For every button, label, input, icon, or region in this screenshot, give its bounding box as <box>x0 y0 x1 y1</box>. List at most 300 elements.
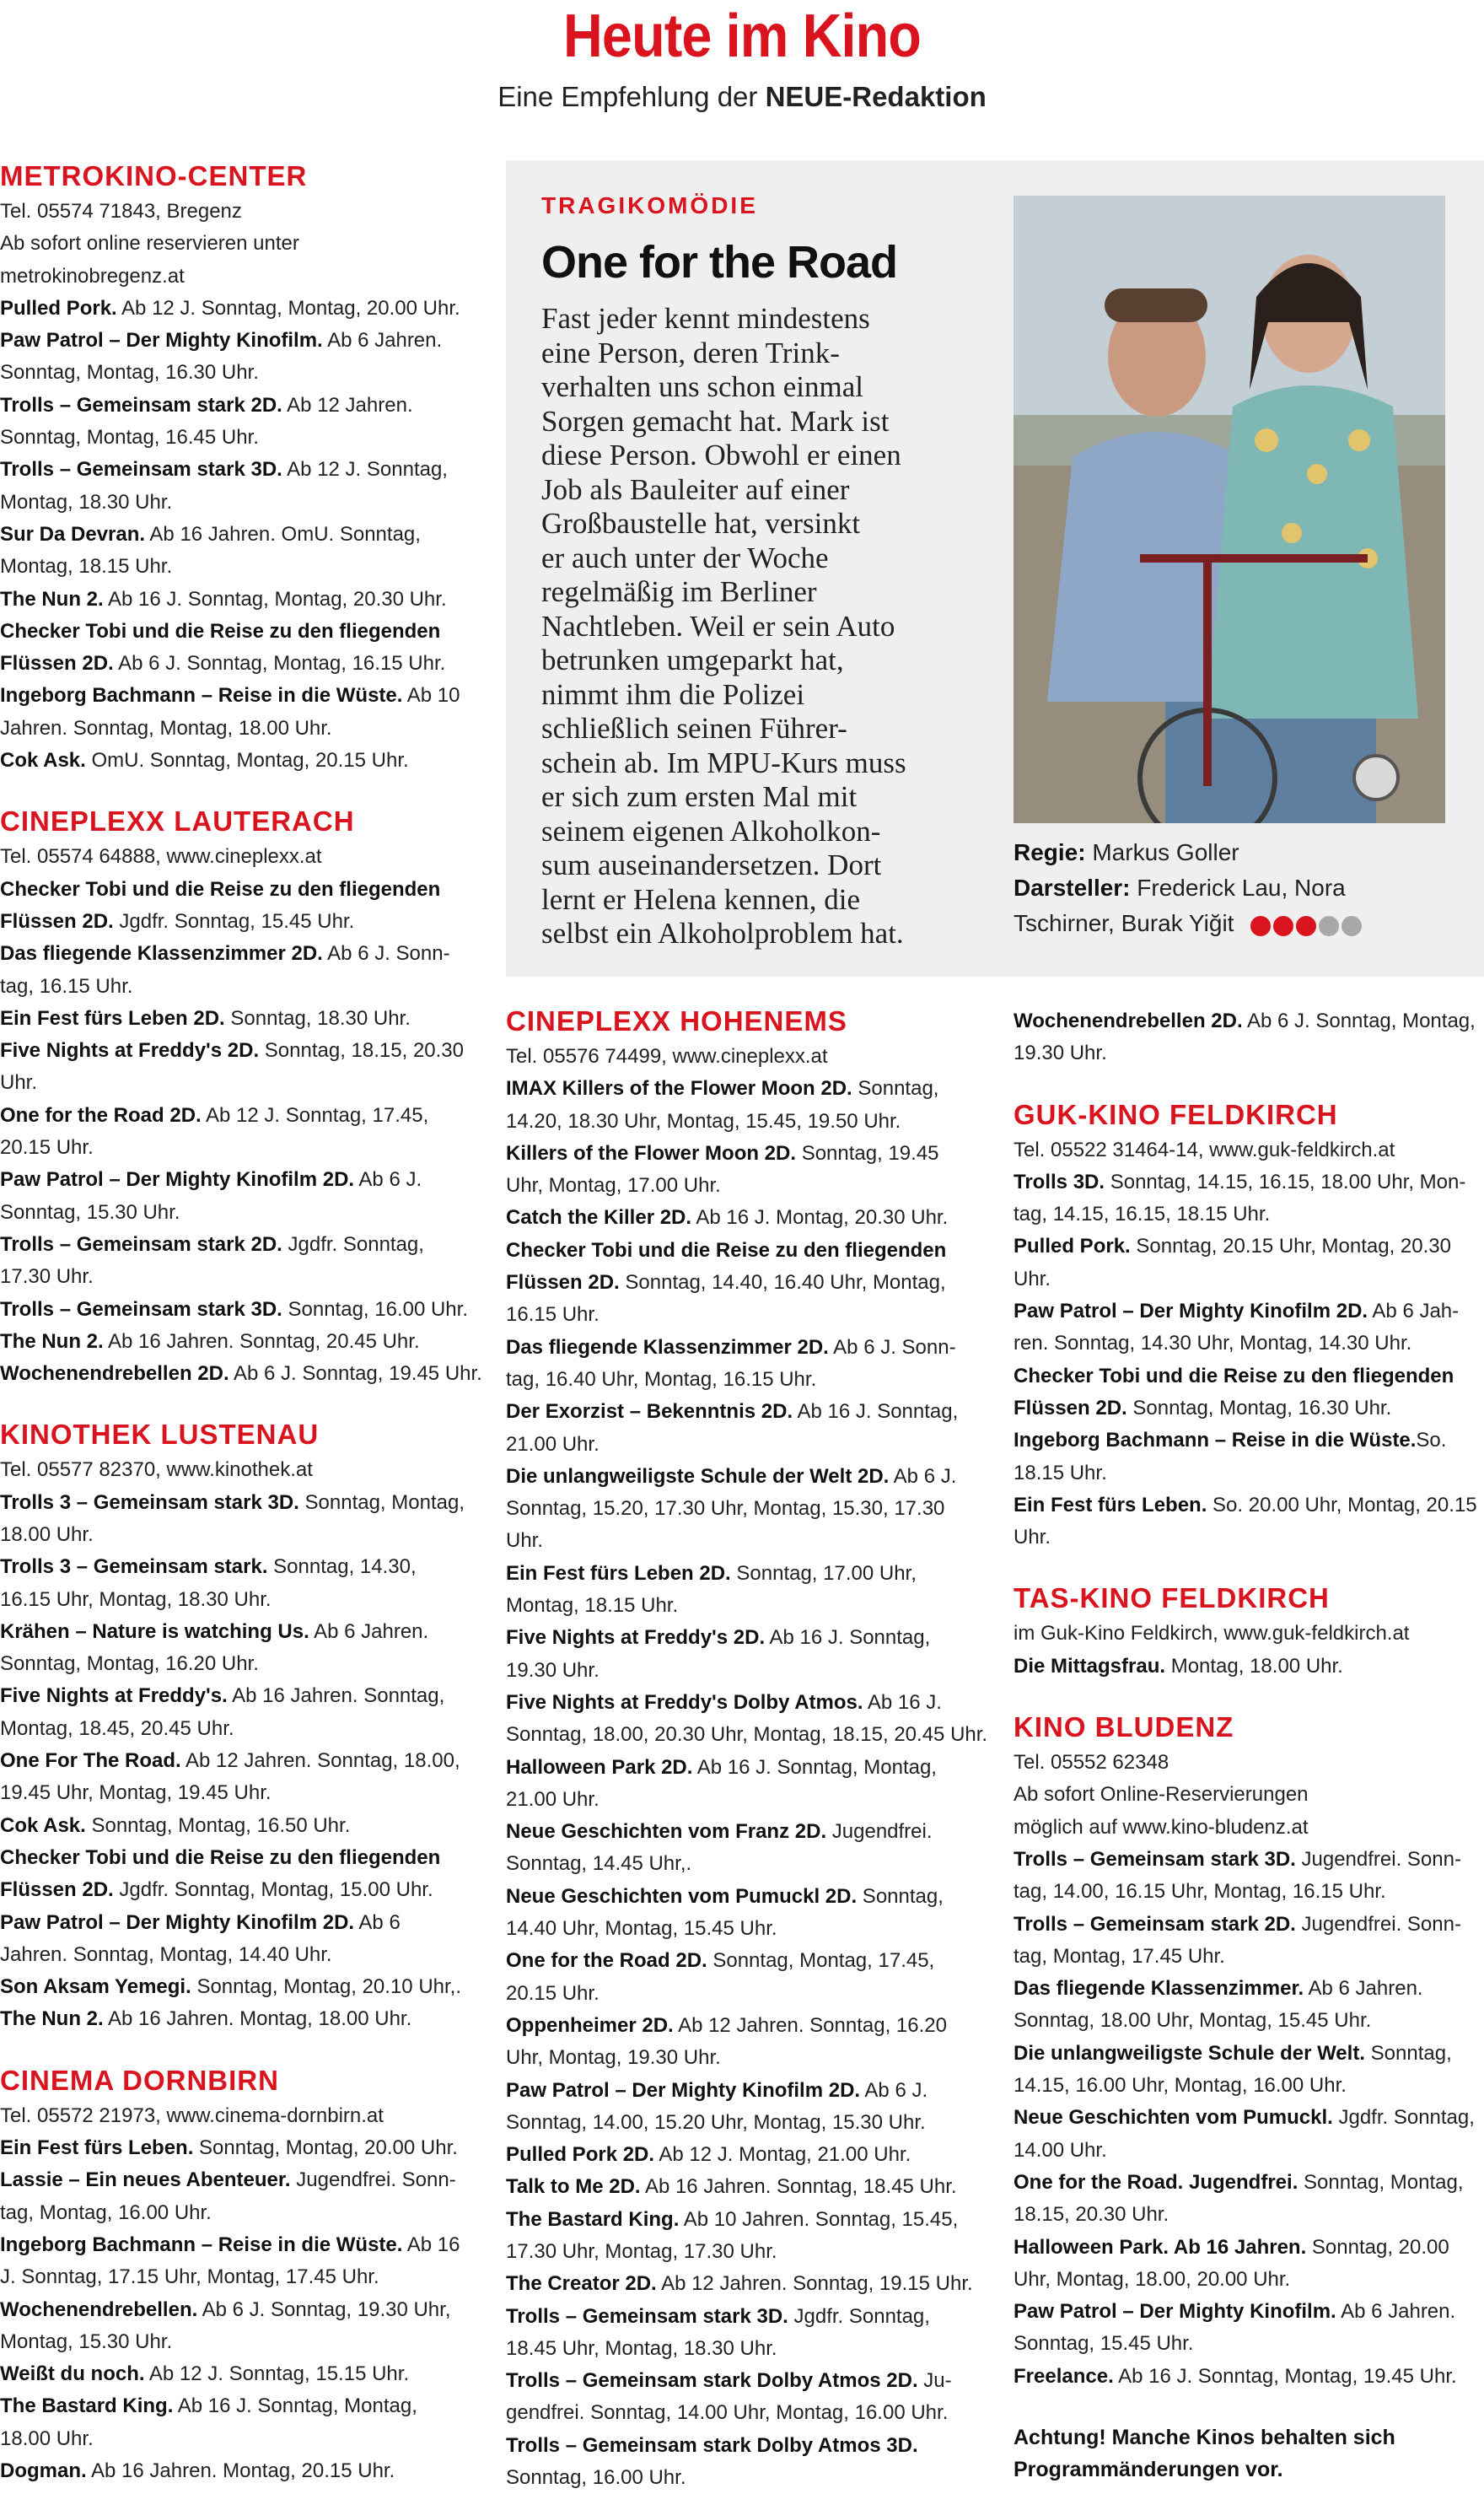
listing-details: Jahren. Sonntag, Montag, 14.40 Uhr. <box>0 1942 332 1966</box>
listing-details: Ab 16 J. Sonntag, <box>793 1400 959 1424</box>
listing-line <box>506 1235 995 1267</box>
listing-line <box>0 1713 481 1745</box>
listing-line <box>0 551 481 583</box>
listing-details: Sonntag, 18.15, 20.30 <box>259 1039 464 1063</box>
listing-line <box>506 1267 995 1299</box>
feature-credits <box>1014 835 1469 943</box>
film-title: Flüssen 2D. <box>0 652 114 676</box>
listing-details: 20.15 Uhr. <box>506 1981 600 2005</box>
listing-line <box>0 2164 481 2196</box>
listing-line <box>1014 2038 1484 2070</box>
listing-line <box>0 2423 481 2455</box>
film-title: Trolls – Gemeinsam stark 2D. <box>0 393 282 417</box>
listing-line <box>506 1073 995 1105</box>
film-title: Krähen – Nature is watching Us. <box>0 1619 309 1643</box>
cast-names-1: Frederick Lau, Nora <box>1130 875 1346 901</box>
listing-line <box>506 2397 995 2429</box>
feature-text-line: Sorgen gemacht hat. Mark ist <box>541 404 890 438</box>
listing-line <box>1014 1005 1484 1037</box>
film-title: Paw Patrol – Der Mighty Kinofilm. <box>0 329 323 353</box>
listing-details: Ab sofort Online-Reservierungen <box>1014 1783 1309 1807</box>
film-title: Checker Tobi und die Reise zu den fliegenden <box>506 1238 947 1262</box>
listing-details: 17.30 Uhr. <box>0 1265 94 1289</box>
listing-details: Ab 6 Jahren. <box>1336 2300 1456 2324</box>
listing-details: OmU. Sonntag, Montag, 20.15 Uhr. <box>85 749 409 773</box>
film-title: One for the Road 2D. <box>506 1949 707 1973</box>
film-title: The Nun 2. <box>0 1329 104 1353</box>
listing-line <box>1014 2264 1484 2296</box>
listing-details: Sonntag, 18.00 Uhr, Montag, 15.45 Uhr. <box>1014 2009 1372 2033</box>
listing-line <box>0 454 481 486</box>
credits-cast <box>1014 870 1469 906</box>
listing-details: Jgdfr. Sonntag, 15.45 Uhr. <box>113 909 355 933</box>
listing-details: Ab 12 Jahren. Sonntag, 18.00, <box>180 1749 460 1773</box>
listing-details: 21.00 Uhr. <box>506 1432 600 1456</box>
film-title: Ingeborg Bachmann – Reise in die Wüste. <box>0 684 403 708</box>
listing-line <box>0 1874 481 1906</box>
listing-line <box>1014 1263 1484 1295</box>
listing-details: Sonntag, 20.15 Uhr, Montag, 20.30 <box>1130 1235 1451 1258</box>
listing-line <box>1014 1844 1484 1876</box>
listing-line <box>1014 2232 1484 2264</box>
film-title: Das fliegende Klassenzimmer 2D. <box>0 942 323 966</box>
listing-details: Jgdfr. Sonntag, <box>1332 2106 1475 2130</box>
listing-details: Ju- <box>917 2369 952 2393</box>
listing-line <box>506 1784 995 1816</box>
listing-line <box>1014 1973 1484 2005</box>
listing-details: Ab 6 J. <box>860 2078 928 2102</box>
film-title: Freelance. <box>1014 2364 1114 2388</box>
film-title: Trolls – Gemeinsam stark 3D. <box>0 1297 282 1321</box>
listing-line <box>0 2455 481 2487</box>
listing-line <box>1014 2296 1484 2328</box>
listing-details: Sonntag, 14.15, 16.15, 18.00 Uhr, Mon- <box>1105 1170 1466 1193</box>
film-title: Flüssen 2D. <box>1014 1396 1127 1419</box>
listing-details: Jugendfrei. <box>826 1820 933 1844</box>
listing-line <box>0 2132 481 2164</box>
section-gap <box>1014 1070 1484 1099</box>
listing-details: im Guk-Kino Feldkirch, www.guk-feldkirch.at <box>1014 1622 1410 1646</box>
listing-line <box>506 1106 995 1138</box>
feature-text-line: sum auseinandersetzen. Dort <box>541 848 882 881</box>
listing-line <box>506 1170 995 1202</box>
listing-line <box>0 390 481 422</box>
listing-details: Sonntag, Montag, 16.50 Uhr. <box>85 1813 351 1837</box>
listing-line <box>0 938 481 970</box>
director-name: Markus Goller <box>1085 839 1239 865</box>
film-title: Paw Patrol – Der Mighty Kinofilm 2D. <box>0 1910 355 1934</box>
listing-line <box>0 1971 481 2003</box>
listing-line <box>506 1364 995 1396</box>
listing-details: Tel. 05576 74499, www.cineplexx.at <box>506 1045 828 1068</box>
listing-details: Montag, 18.15 Uhr. <box>0 555 173 579</box>
listing-line <box>0 1229 481 1261</box>
listing-details: Ab 16 Jahren. Montag, 18.00 Uhr. <box>103 2007 412 2031</box>
film-title: Cok Ask. <box>0 749 86 773</box>
listing-details: Sonntag, 18.30 Uhr. <box>224 1006 411 1030</box>
listing-line <box>1014 2005 1484 2037</box>
listing-line <box>1014 1747 1484 1779</box>
listing-line <box>1014 1295 1484 1328</box>
listing-line <box>506 1299 995 1331</box>
listing-details: Tel. 05574 71843, Bregenz <box>0 200 242 223</box>
feature-text-line: regelmäßig im Berliner <box>541 575 817 608</box>
feature-genre: TRAGIKOMÖDIE <box>541 192 758 218</box>
listing-details: 14.40 Uhr, Montag, 15.45 Uhr. <box>506 1917 777 1941</box>
listing-line <box>0 519 481 551</box>
feature-text-line: schließlich seinen Führer- <box>541 712 847 745</box>
film-title: Trolls – Gemeinsam stark 3D. <box>506 2304 788 2328</box>
listing-details: 18.00 Uhr. <box>0 2427 94 2450</box>
feature-text-line: betrunken umgeparkt hat, <box>541 644 844 676</box>
listing-details: Sonntag, 18.00, 20.30 Uhr, Montag, 18.15, 20.45 Uhr. <box>506 1723 988 1747</box>
listing-details: tag, Montag, 16.00 Uhr. <box>0 2200 212 2224</box>
listing-line <box>0 1003 481 1035</box>
listing-details: Uhr, Montag, 18.00, 20.00 Uhr. <box>1014 2267 1291 2291</box>
section-gap <box>0 1390 481 1419</box>
listing-details: 18.15, 20.30 Uhr. <box>1014 2203 1169 2227</box>
film-still-illustration <box>1014 196 1445 823</box>
film-title: Ingeborg Bachmann – Reise in die Wüste. <box>1014 1429 1417 1452</box>
rating-dot-empty <box>1342 916 1362 936</box>
listing-details: Ab 16 Jahren. Montag, 20.15 Uhr. <box>86 2459 395 2482</box>
listing-details: Ab 6 J. <box>889 1464 957 1488</box>
listing-details: Jgdfr. Sonntag, Montag, 15.00 Uhr. <box>113 1878 433 1902</box>
film-title: Trolls – Gemeinsam stark 2D. <box>1014 1912 1296 1936</box>
listing-line <box>506 1558 995 1590</box>
listing-details: Sonntag, <box>852 1077 939 1101</box>
listing-line <box>0 2326 481 2358</box>
film-title: Trolls – Gemeinsam stark 2D. <box>0 1232 282 1256</box>
film-title: Talk to Me 2D. <box>506 2175 641 2199</box>
listing-line <box>506 1622 995 1654</box>
rating-dot-empty <box>1319 916 1339 936</box>
film-title: Five Nights at Freddy's. <box>0 1684 228 1708</box>
film-title: Killers of the Flower Moon 2D. <box>506 1141 797 1165</box>
listing-line <box>0 422 481 454</box>
listing-details: Sonntag, 14.00, 15.20 Uhr, Montag, 15.30 Uhr. <box>506 2110 926 2134</box>
listing-details: 19.30 Uhr. <box>1014 1042 1107 1065</box>
listing-line <box>506 2107 995 2139</box>
section-gap <box>1014 2393 1484 2421</box>
listing-details: Ab 6 Jahren. <box>322 329 443 353</box>
listing-details: Tel. 05577 82370, www.kinothek.at <box>0 1458 313 1482</box>
listing-line <box>1014 1489 1484 1522</box>
listing-details: Sonntag, <box>1364 2041 1452 2065</box>
listing-line <box>506 1752 995 1784</box>
listing-line <box>0 1487 481 1519</box>
listing-details: Ab 16 J. Sonntag, Montag, 19.45 Uhr. <box>1113 2364 1457 2388</box>
listing-line <box>0 841 481 873</box>
feature-text-line: verhalten uns schon einmal <box>541 370 863 403</box>
listing-details: metrokinobregenz.at <box>0 264 185 288</box>
listing-line <box>0 1261 481 1293</box>
listing-line <box>0 261 481 293</box>
film-title: The Nun 2. <box>0 587 104 611</box>
listing-details: Montag, 18.00 Uhr. <box>1165 1654 1343 1678</box>
feature-text-line: diese Person. Obwohl er einen <box>541 439 901 471</box>
feature-text-line: er sich zum ersten Mal mit <box>541 780 858 813</box>
film-title: Halloween Park. Ab 16 Jahren. <box>1014 2235 1307 2259</box>
listing-details: Jugendfrei. Sonn- <box>1295 1847 1461 1871</box>
rating-dot-filled <box>1296 916 1316 936</box>
listing-line <box>506 1041 995 1073</box>
listing-line <box>506 2462 995 2494</box>
film-title: Oppenheimer 2D. <box>506 2013 674 2037</box>
listing-line <box>506 1913 995 1945</box>
listing-details: Ab 16 J. Sonntag, Montag, <box>173 2394 417 2418</box>
film-title: Ein Fest fürs Leben 2D. <box>0 1006 225 1030</box>
film-title: Five Nights at Freddy's 2D. <box>506 1626 766 1650</box>
listing-line <box>0 2003 481 2035</box>
listing-line <box>0 1777 481 1809</box>
film-title: Pulled Pork 2D. <box>506 2143 655 2167</box>
listing-details: Sonntag, Montag, <box>1298 2170 1464 2194</box>
listing-details: J. Sonntag, 17.15 Uhr, Montag, 17.45 Uhr. <box>0 2265 379 2289</box>
feature-title: One for the Road <box>541 237 898 288</box>
listing-details: 20.15 Uhr. <box>0 1136 94 1160</box>
listing-line <box>1014 1328 1484 1360</box>
listing-line <box>0 1519 481 1551</box>
listing-line <box>0 713 481 745</box>
director-label: Regie: <box>1014 839 1086 865</box>
listing-line <box>0 1358 481 1390</box>
listing-line <box>0 1939 481 1971</box>
listing-column-middle <box>506 1005 995 2494</box>
listing-line <box>0 1454 481 1486</box>
listing-line <box>0 1100 481 1132</box>
film-title: Neue Geschichten vom Pumuckl 2D. <box>506 1884 858 1908</box>
feature-text-line: lernt er Helena kennen, die <box>541 882 861 916</box>
listing-details: Montag, 18.15 Uhr. <box>506 1594 679 1618</box>
listing-details: Tel. 05574 64888, www.cineplexx.at <box>0 845 322 869</box>
feature-text-line: eine Person, deren Trink- <box>541 336 840 369</box>
feature-text-line: nimmt ihm die Polizei <box>541 677 805 711</box>
listing-details: Ab 6 <box>354 1910 401 1934</box>
listing-details: Jugendfrei. Sonn- <box>290 2168 456 2192</box>
listing-details: Ab 6 J. Sonntag, Montag, <box>1242 1010 1476 1032</box>
film-title: Wochenendrebellen 2D. <box>0 1362 229 1386</box>
listing-details: Ab sofort online reservieren unter <box>0 232 299 256</box>
listing-details: Ab 10 Jahren. Sonntag, 15.45, <box>679 2207 959 2231</box>
film-title: Son Aksam Yemegi. <box>0 1975 191 1999</box>
listing-line <box>0 874 481 906</box>
listing-details: Ab 6 J. Sonn- <box>828 1335 956 1359</box>
cinema-heading: CINEPLEXX LAUTERACH <box>0 805 355 838</box>
film-title: Flüssen 2D. <box>0 1878 114 1902</box>
film-title: Five Nights at Freddy's Dolby Atmos. <box>506 1690 863 1714</box>
listing-line <box>0 2261 481 2293</box>
listing-details: Ab 6 Jahren. <box>309 1619 429 1643</box>
film-title: Catch the Killer 2D. <box>506 1206 692 1230</box>
listing-line <box>0 1164 481 1196</box>
listing-line <box>1014 1134 1484 1166</box>
section-gap <box>1014 1683 1484 1711</box>
film-title: Das fliegende Klassenzimmer 2D. <box>506 1335 829 1359</box>
listing-line <box>0 584 481 616</box>
feature-description <box>541 302 1014 951</box>
listing-line <box>506 1396 995 1428</box>
film-title: Die unlangweiligste Schule der Welt. <box>1014 2041 1365 2065</box>
film-title: Weißt du noch. <box>0 2362 145 2386</box>
listing-details: Sonntag, Montag, 16.20 Uhr. <box>0 1652 259 1676</box>
listing-line <box>0 906 481 938</box>
cast-label: Darsteller: <box>1014 875 1131 901</box>
listing-details: Jahren. Sonntag, Montag, 18.00 Uhr. <box>0 716 332 740</box>
film-title: Halloween Park 2D. <box>506 1755 693 1779</box>
listing-line <box>506 2301 995 2333</box>
film-title: Die unlangweiligste Schule der Welt 2D. <box>506 1464 890 1488</box>
listing-details: Ab 12 Jahren. Sonntag, 16.20 <box>673 2013 947 2037</box>
listing-details: Sonntag, 15.45 Uhr. <box>1014 2332 1194 2356</box>
film-title: Trolls – Gemeinsam stark 3D. <box>1014 1847 1296 1871</box>
rating-dot-filled <box>1273 916 1293 936</box>
film-title: Lassie – Ein neues Abenteuer. <box>0 2168 291 2192</box>
listing-line <box>506 1493 995 1525</box>
feature-text-line: schein ab. Im MPU-Kurs muss <box>541 746 906 779</box>
rating-dots <box>1250 908 1364 943</box>
listing-line <box>1014 1941 1484 1973</box>
listing-line <box>506 2042 995 2074</box>
listing-details: Ab 16 J. Montag, 20.30 Uhr. <box>691 1206 949 1230</box>
film-title: Wochenendrebellen. <box>0 2297 198 2321</box>
film-title: Trolls 3 – Gemeinsam stark 3D. <box>0 1490 299 1514</box>
listing-details: Ab 6 J. Sonn- <box>322 942 450 966</box>
listing-column-left <box>0 160 481 2487</box>
listing-details: Uhr. <box>506 1529 544 1553</box>
listing-line <box>1014 1779 1484 1811</box>
listing-line <box>506 2171 995 2203</box>
subtitle-editorial: NEUE-Redaktion <box>765 81 987 112</box>
film-title: Paw Patrol – Der Mighty Kinofilm 2D. <box>0 1168 355 1192</box>
listing-details: 18.00 Uhr. <box>0 1522 94 1546</box>
listing-details: Jgdfr. Sonntag, <box>282 1232 424 1256</box>
listing-line <box>0 1584 481 1616</box>
listing-line <box>0 1132 481 1164</box>
listing-line <box>1014 2135 1484 2167</box>
listing-details: Sonntag, 19.45 <box>796 1141 939 1165</box>
listing-details: Ab 16 J. <box>863 1690 942 1714</box>
listing-details: Ab 12 J. Sonntag, 15.15 Uhr. <box>144 2362 410 2386</box>
film-title: Ein Fest fürs Leben 2D. <box>506 1561 731 1585</box>
cinema-heading: GUK-KINO FELDKIRCH <box>1014 1098 1338 1130</box>
film-title: One for the Road. Jugendfrei. <box>1014 2170 1298 2194</box>
listing-line <box>0 1067 481 1099</box>
listing-details: 21.00 Uhr. <box>506 1787 600 1811</box>
listing-details: Ab 6 Jahren. <box>1304 1977 1423 2001</box>
listing-details: 17.30 Uhr, Montag, 17.30 Uhr. <box>506 2239 777 2263</box>
listing-line <box>506 1429 995 1461</box>
film-title: Neue Geschichten vom Pumuckl. <box>1014 2106 1333 2130</box>
listing-line <box>0 1326 481 1358</box>
film-title: Wochenendrebellen 2D. <box>1014 1010 1243 1032</box>
listing-line <box>0 2229 481 2261</box>
listing-line <box>0 1745 481 1777</box>
listing-line <box>0 2100 481 2132</box>
film-title: Flüssen 2D. <box>506 1271 620 1295</box>
credits-cast-cont <box>1014 906 1469 943</box>
listing-line <box>1014 1360 1484 1392</box>
film-title: Sur Da Devran. <box>0 522 146 546</box>
film-title: Checker Tobi und die Reise zu den fliegenden <box>1014 1364 1454 1387</box>
listing-details: Ab 16 Jahren. Sonntag, <box>227 1684 445 1708</box>
feature-text-line: Großbaustelle hat, versinkt <box>541 507 861 540</box>
listing-details: Ab 12 J. Montag, 21.00 Uhr. <box>654 2143 911 2167</box>
listing-details: Montag, 18.45, 20.45 Uhr. <box>0 1716 234 1740</box>
film-title: Cok Ask. <box>0 1813 86 1837</box>
film-title: Flüssen 2D. <box>0 909 114 933</box>
film-title: Der Exorzist – Bekenntnis 2D. <box>506 1400 793 1424</box>
film-title: The Bastard King. <box>506 2207 680 2231</box>
cast-names-2: Tschirner, Burak Yiğit <box>1014 910 1234 936</box>
listing-details: Montag, 18.30 Uhr. <box>0 490 173 514</box>
listing-line <box>0 2197 481 2229</box>
listing-details: Ab 16 Jahren. Sonntag, 18.45 Uhr. <box>640 2175 957 2199</box>
cinema-heading: METROKINO-CENTER <box>0 160 308 191</box>
listing-details: tag, 14.00, 16.15 Uhr, Montag, 16.15 Uhr. <box>1014 1880 1386 1904</box>
listing-details: Uhr. <box>0 1071 38 1095</box>
film-title: Pulled Pork. <box>0 296 117 320</box>
listing-line <box>506 1687 995 1719</box>
feature-text-line: selbst ein Alkoholproblem hat. <box>541 917 904 950</box>
listing-line <box>0 357 481 389</box>
listing-details: Ab 10 <box>402 684 460 708</box>
listing-details: Sonntag, Montag, <box>298 1490 465 1514</box>
listing-line <box>506 2333 995 2365</box>
listing-line <box>506 1816 995 1848</box>
listing-line <box>506 1525 995 1557</box>
film-title: Ingeborg Bachmann – Reise in die Wüste. <box>0 2233 403 2256</box>
listing-details: tag, 14.15, 16.15, 18.15 Uhr. <box>1014 1203 1271 1226</box>
film-title: Paw Patrol – Der Mighty Kinofilm. <box>1014 2300 1336 2324</box>
listing-details: Ab 16 Jahren. Sonntag, 20.45 Uhr. <box>103 1329 420 1353</box>
cinema-heading: CINEMA DORNBIRN <box>0 2064 279 2096</box>
cinema-heading: KINOTHEK LUSTENAU <box>0 1419 320 1451</box>
listing-line <box>0 487 481 519</box>
listing-details: Ab 6 J. <box>354 1168 422 1192</box>
listing-details: Tel. 05522 31464-14, www.guk-feldkirch.at <box>1014 1138 1395 1161</box>
notice-text: Programmänderungen vor. <box>1014 2457 1283 2481</box>
listing-details: Ab 12 Jahren. <box>282 393 413 417</box>
page-subtitle <box>0 81 1484 113</box>
film-title: Neue Geschichten vom Franz 2D. <box>506 1820 827 1844</box>
listing-details: Uhr, Montag, 19.30 Uhr. <box>506 2046 721 2070</box>
listing-details: Sonntag, 14.30, <box>267 1555 417 1579</box>
listing-line <box>0 196 481 228</box>
listing-line <box>1014 1909 1484 1941</box>
film-title: Paw Patrol – Der Mighty Kinofilm 2D. <box>1014 1300 1368 1323</box>
listing-details: Ab 12 J. Sonntag, <box>282 458 448 482</box>
listing-line <box>1014 1425 1484 1457</box>
feature-text-line: Fast jeder kennt mindestens <box>541 302 870 335</box>
listing-details: Sonntag, Montag, 16.30 Uhr. <box>0 361 259 385</box>
listing-details: Sonntag, Montag, 16.30 Uhr. <box>1126 1396 1392 1419</box>
film-title: Das fliegende Klassenzimmer. <box>1014 1977 1304 2001</box>
film-title: Five Nights at Freddy's 2D. <box>0 1039 260 1063</box>
listing-details: tag, Montag, 17.45 Uhr. <box>1014 1944 1225 1968</box>
listing-line <box>506 1590 995 1622</box>
listing-line <box>506 1202 995 1234</box>
listing-line <box>506 2268 995 2300</box>
listing-line <box>506 2365 995 2397</box>
listing-details: Sonntag, Montag, 16.45 Uhr. <box>0 426 259 450</box>
section-gap <box>0 2036 481 2065</box>
listing-details: So. 20.00 Uhr, Montag, 20.15 <box>1207 1493 1477 1516</box>
film-title: The Bastard King. <box>0 2394 174 2418</box>
listing-line <box>1014 1231 1484 1263</box>
listing-line <box>506 1655 995 1687</box>
listing-details: 18.15 Uhr. <box>1014 1461 1107 1484</box>
